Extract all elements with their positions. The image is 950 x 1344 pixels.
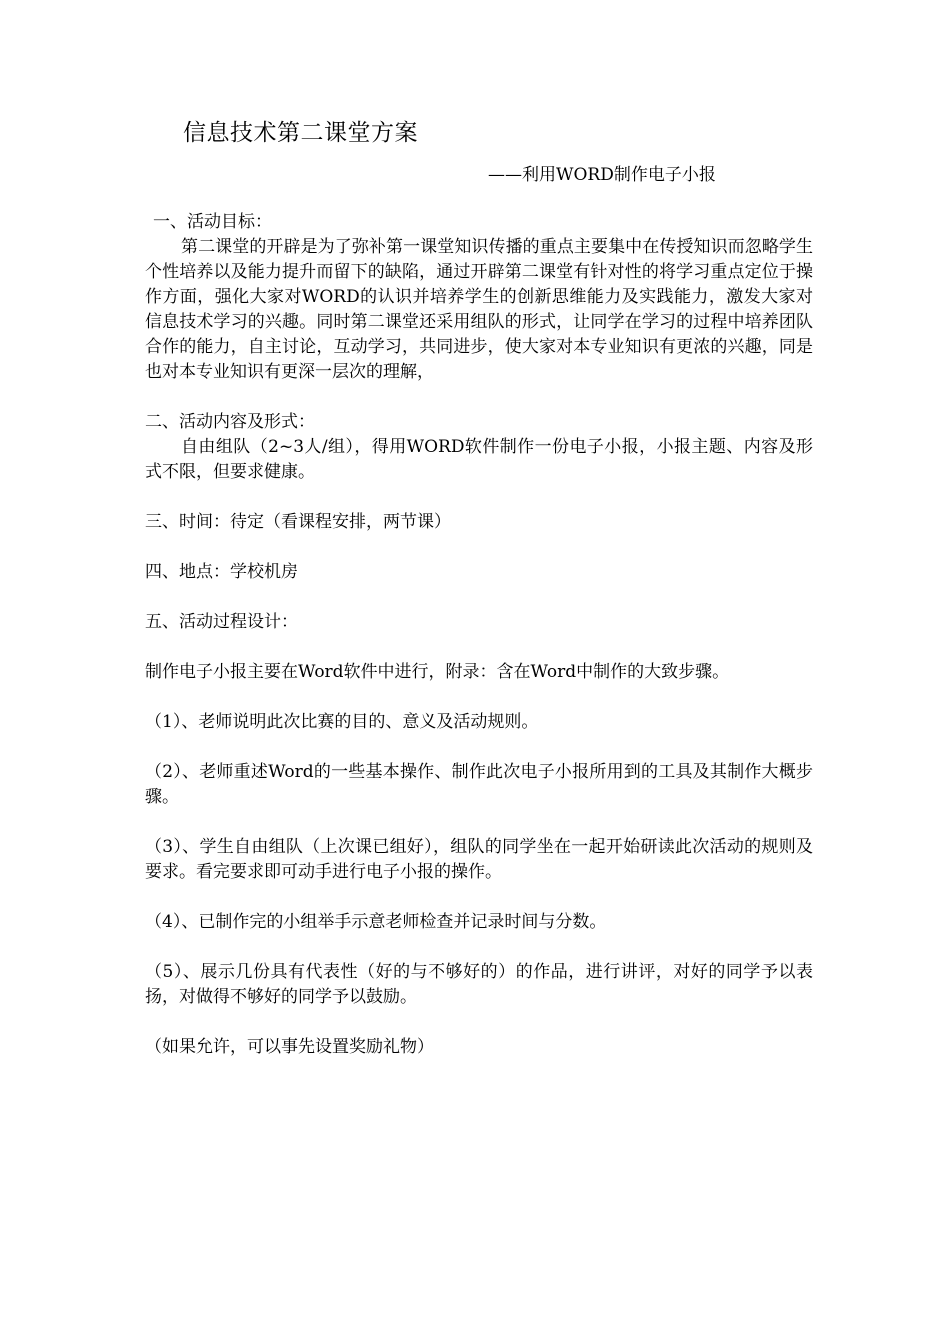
section-heading-content: 二、活动内容及形式： [145,412,315,432]
section-heading-goals: 一、活动目标： [153,212,272,232]
document-title: 信息技术第二课堂方案 [183,120,418,146]
section-time: 三、时间：待定（看课程安排，两节课） [145,512,451,532]
process-step: （4）、已制作完的小组举手示意老师检查并记录时间与分数。 [145,912,607,932]
process-step: （5）、展示几份具有代表性（好的与不够好的）的作品，进行讲评，对好的同学予以表扬，对做得不够好的同学予以鼓励。 [145,962,813,1007]
document-body [145,210,813,1060]
section-text-goals: 第二课堂的开辟是为了弥补第一课堂知识传播的重点主要集中在传授知识而忽略学生个性培养以及能力提升而留下的缺陷，通过开辟第二课堂有针对性的将学习重点定位于操作方面，强化大家对WORD的认识并培养学生的创新思维能力及实践能力，激发大家对信息技术学习的兴趣。同时第二课堂还采用组队的形式，让同学在学习的过程中培养团队合作的能力，自主讨论，互动学习，共同进步，使大家对本专业知识有更浓的兴趣，同是也对本专业知识有更深一层次的理解， [145,237,813,382]
section-heading-process: 五、活动过程设计： [145,612,298,632]
section-text-content: 自由组队（2~3人/组），得用WORD软件制作一份电子小报，小报主题、内容及形式不限，但要求健康。 [145,437,813,482]
process-step: （1）、老师说明此次比赛的目的、意义及活动规则。 [145,712,539,732]
process-step: （3）、学生自由组队（上次课已组好），组队的同学坐在一起开始研读此次活动的规则及要求。看完要求即可动手进行电子小报的操作。 [145,837,813,882]
process-intro: 制作电子小报主要在Word软件中进行，附录：含在Word中制作的大致步骤。 [145,662,730,682]
document-subtitle: ——利用WORD制作电子小报 [488,165,716,185]
process-step: （2）、老师重述Word的一些基本操作、制作此次电子小报所用到的工具及其制作大概步骤。 [145,762,813,807]
reward-note: （如果允许，可以事先设置奖励礼物） [145,1037,434,1057]
section-location: 四、地点：学校机房 [145,562,298,582]
